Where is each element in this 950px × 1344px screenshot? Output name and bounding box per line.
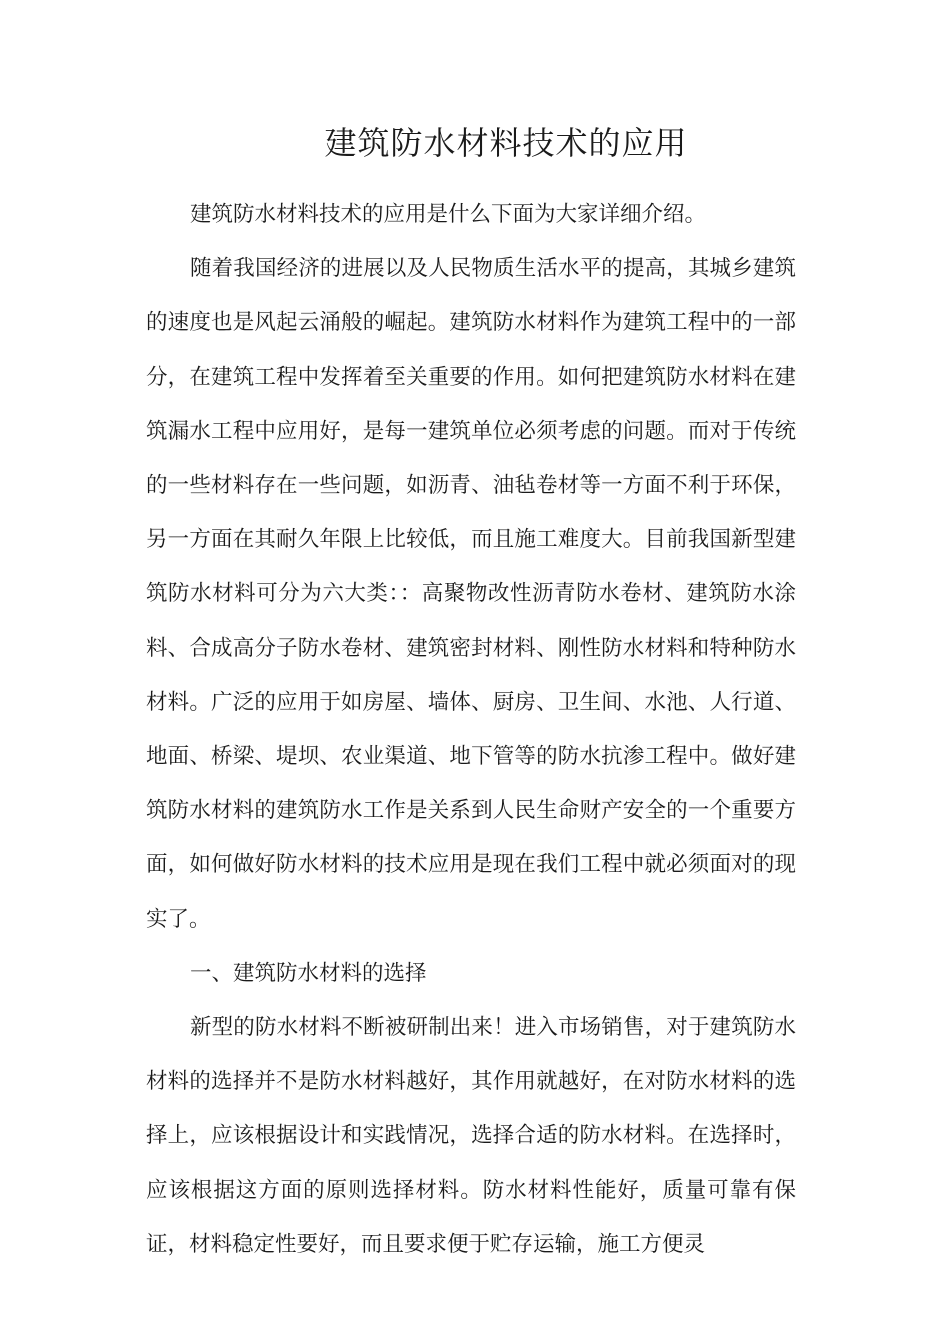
intro-paragraph: 建筑防水材料技术的应用是什么下面为大家详细介绍。 [190,202,707,227]
selection-paragraph: 新型的防水材料不断被研制出来！进入市场销售，对于建筑防水材料的选择并不是防水材料越好，其作用就越好，在对防水材料的选择上，应该根据设计和实践情况，选择合适的防水材料。在选择时，应该根据这方面的原则选择材料。防水材料性能好，质量可靠有保证，材料稳定性要好，而且要求便于贮存运输，施工方便灵 [146,1015,796,1257]
document-body [146,188,796,1272]
section-heading: 一、建筑防水材料的选择 [190,960,427,986]
background-paragraph: 随着我国经济的进展以及人民物质生活水平的提高，其城乡建筑的速度也是风起云涌般的崛起。建筑防水材料作为建筑工程中的一部分，在建筑工程中发挥着至关重要的作用。如何把建筑防水材料在建筑漏水工程中应用好，是每一建筑单位必须考虑的问题。而对于传统的一些材料存在一些问题，如沥青、油毡卷材等一方面不利于环保，另一方面在其耐久年限上比较低，而且施工难度大。目前我国新型建筑防水材料可分为六大类：：高聚物改性沥青防水卷材、建筑防水涂料、合成高分子防水卷材、建筑密封材料、刚性防水材料和特种防水材料。广泛的应用于如房屋、墙体、厨房、卫生间、水池、人行道、地面、桥梁、堤坝、农业渠道、地下管等的防水抗渗工程中。做好建筑防水材料的建筑防水工作是关系到人民生命财产安全的一个重要方面，如何做好防水材料的技术应用是现在我们工程中就必须面对的现实了。 [146,256,796,932]
document-title: 建筑防水材料技术的应用 [324,124,688,162]
